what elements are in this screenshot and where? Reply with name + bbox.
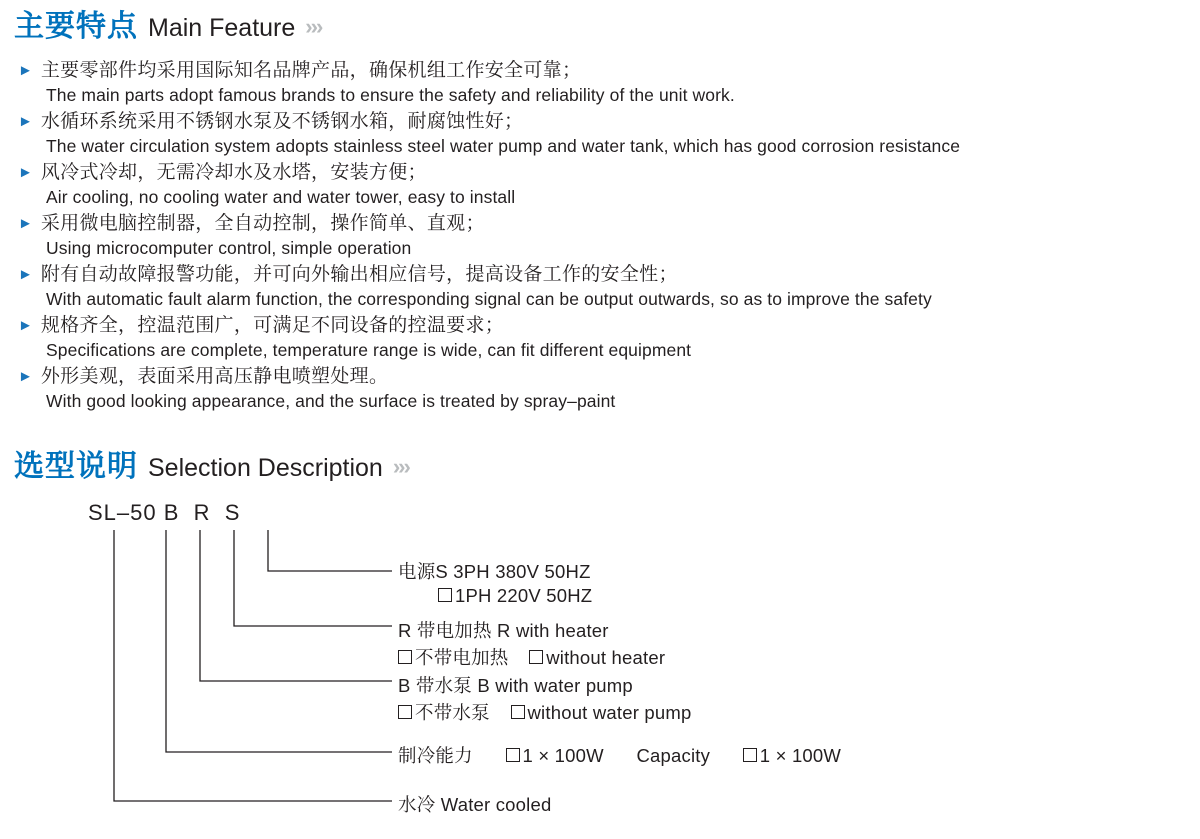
triangle-bullet-icon: ► [18, 164, 33, 181]
label-pump-main: B 带水泵 B with water pump [398, 675, 633, 696]
main-feature-heading-en: Main Feature [148, 14, 296, 42]
feature-text-cn: 附有自动故障报警功能，并可向外输出相应信号，提高设备工作的安全性； [40, 264, 678, 285]
label-capacity-en: Capacity [636, 745, 711, 766]
main-feature-heading-cn: 主要特点 [14, 10, 138, 43]
checkbox-icon [438, 588, 452, 602]
label-power-alt-text: 1PH 220V 50HZ [455, 585, 593, 606]
feature-text-cn: 规格齐全，控温范围广，可满足不同设备的控温要求； [40, 315, 505, 336]
list-item [18, 262, 1178, 312]
feature-text-cn: 外形美观，表面采用高压静电喷塑处理。 [40, 366, 389, 387]
checkbox-icon [398, 705, 412, 719]
selection-description-heading [14, 452, 409, 482]
checkbox-icon [506, 748, 520, 762]
label-power-alt [438, 585, 592, 607]
feature-text-en: Using microcomputer control, simple operation [46, 238, 412, 258]
list-item [18, 313, 1178, 363]
feature-list [18, 58, 1178, 415]
list-item [18, 364, 1178, 414]
feature-text-en: The water circulation system adopts stainless steel water pump and water tank, which has good corrosion resistance [46, 136, 961, 156]
model-code-text: SL–50 B R S [88, 500, 241, 525]
label-water-cooled: 水冷 Water cooled [398, 794, 552, 815]
label-capacity-en-value: 1 × 100W [759, 745, 842, 766]
list-item [18, 211, 1178, 261]
list-item [18, 109, 1178, 159]
checkbox-icon [511, 705, 525, 719]
label-heater-alt [398, 644, 665, 670]
label-capacity-cn: 制冷能力 [398, 745, 473, 766]
label-pump-alt [398, 699, 692, 725]
checkbox-icon [529, 650, 543, 664]
chevron-right-icon: ››› [392, 454, 409, 479]
triangle-bullet-icon: ► [18, 317, 33, 334]
label-capacity-cn-value: 1 × 100W [522, 745, 604, 766]
label-pump-alt-cn: 不带水泵 [415, 702, 490, 723]
triangle-bullet-icon: ► [18, 62, 33, 79]
feature-text-cn: 风冷式冷却，无需冷却水及水塔，安装方便； [40, 162, 427, 183]
triangle-bullet-icon: ► [18, 266, 33, 283]
label-heater-alt-en: without heater [546, 647, 666, 668]
label-power-main: 电源S 3PH 380V 50HZ [398, 561, 591, 582]
label-heater-alt-cn: 不带电加热 [415, 647, 509, 668]
triangle-bullet-icon: ► [18, 215, 33, 232]
feature-text-en: The main parts adopt famous brands to ensure the safety and reliability of the unit work. [46, 85, 735, 105]
list-item [18, 160, 1178, 210]
feature-text-en: With automatic fault alarm function, the corresponding signal can be output outwards, so as to improve the safety [46, 289, 932, 309]
selection-heading-cn: 选型说明 [14, 450, 138, 483]
model-code-diagram [0, 495, 1200, 835]
feature-text-en: Specifications are complete, temperature range is wide, can fit different equipment [46, 340, 692, 360]
triangle-bullet-icon: ► [18, 368, 33, 385]
feature-text-en: Air cooling, no cooling water and water tower, easy to install [46, 187, 516, 207]
checkbox-icon [743, 748, 757, 762]
checkbox-icon [398, 650, 412, 664]
list-item [18, 58, 1178, 108]
selection-heading-en: Selection Description [148, 454, 383, 482]
chevron-right-icon: ››› [305, 14, 322, 39]
label-capacity [398, 742, 841, 768]
label-pump-alt-en: without water pump [527, 702, 692, 723]
feature-text-en: With good looking appearance, and the surface is treated by spray–paint [46, 391, 616, 411]
label-heater-main: R 带电加热 R with heater [398, 620, 609, 641]
main-feature-heading [14, 12, 321, 42]
triangle-bullet-icon: ► [18, 113, 33, 130]
feature-text-cn: 水循环系统采用不锈钢水泵及不锈钢水箱，耐腐蚀性好； [40, 111, 524, 132]
feature-text-cn: 主要零部件均采用国际知名品牌产品，确保机组工作安全可靠； [40, 60, 582, 81]
feature-text-cn: 采用微电脑控制器，全自动控制，操作简单、直观； [40, 213, 485, 234]
